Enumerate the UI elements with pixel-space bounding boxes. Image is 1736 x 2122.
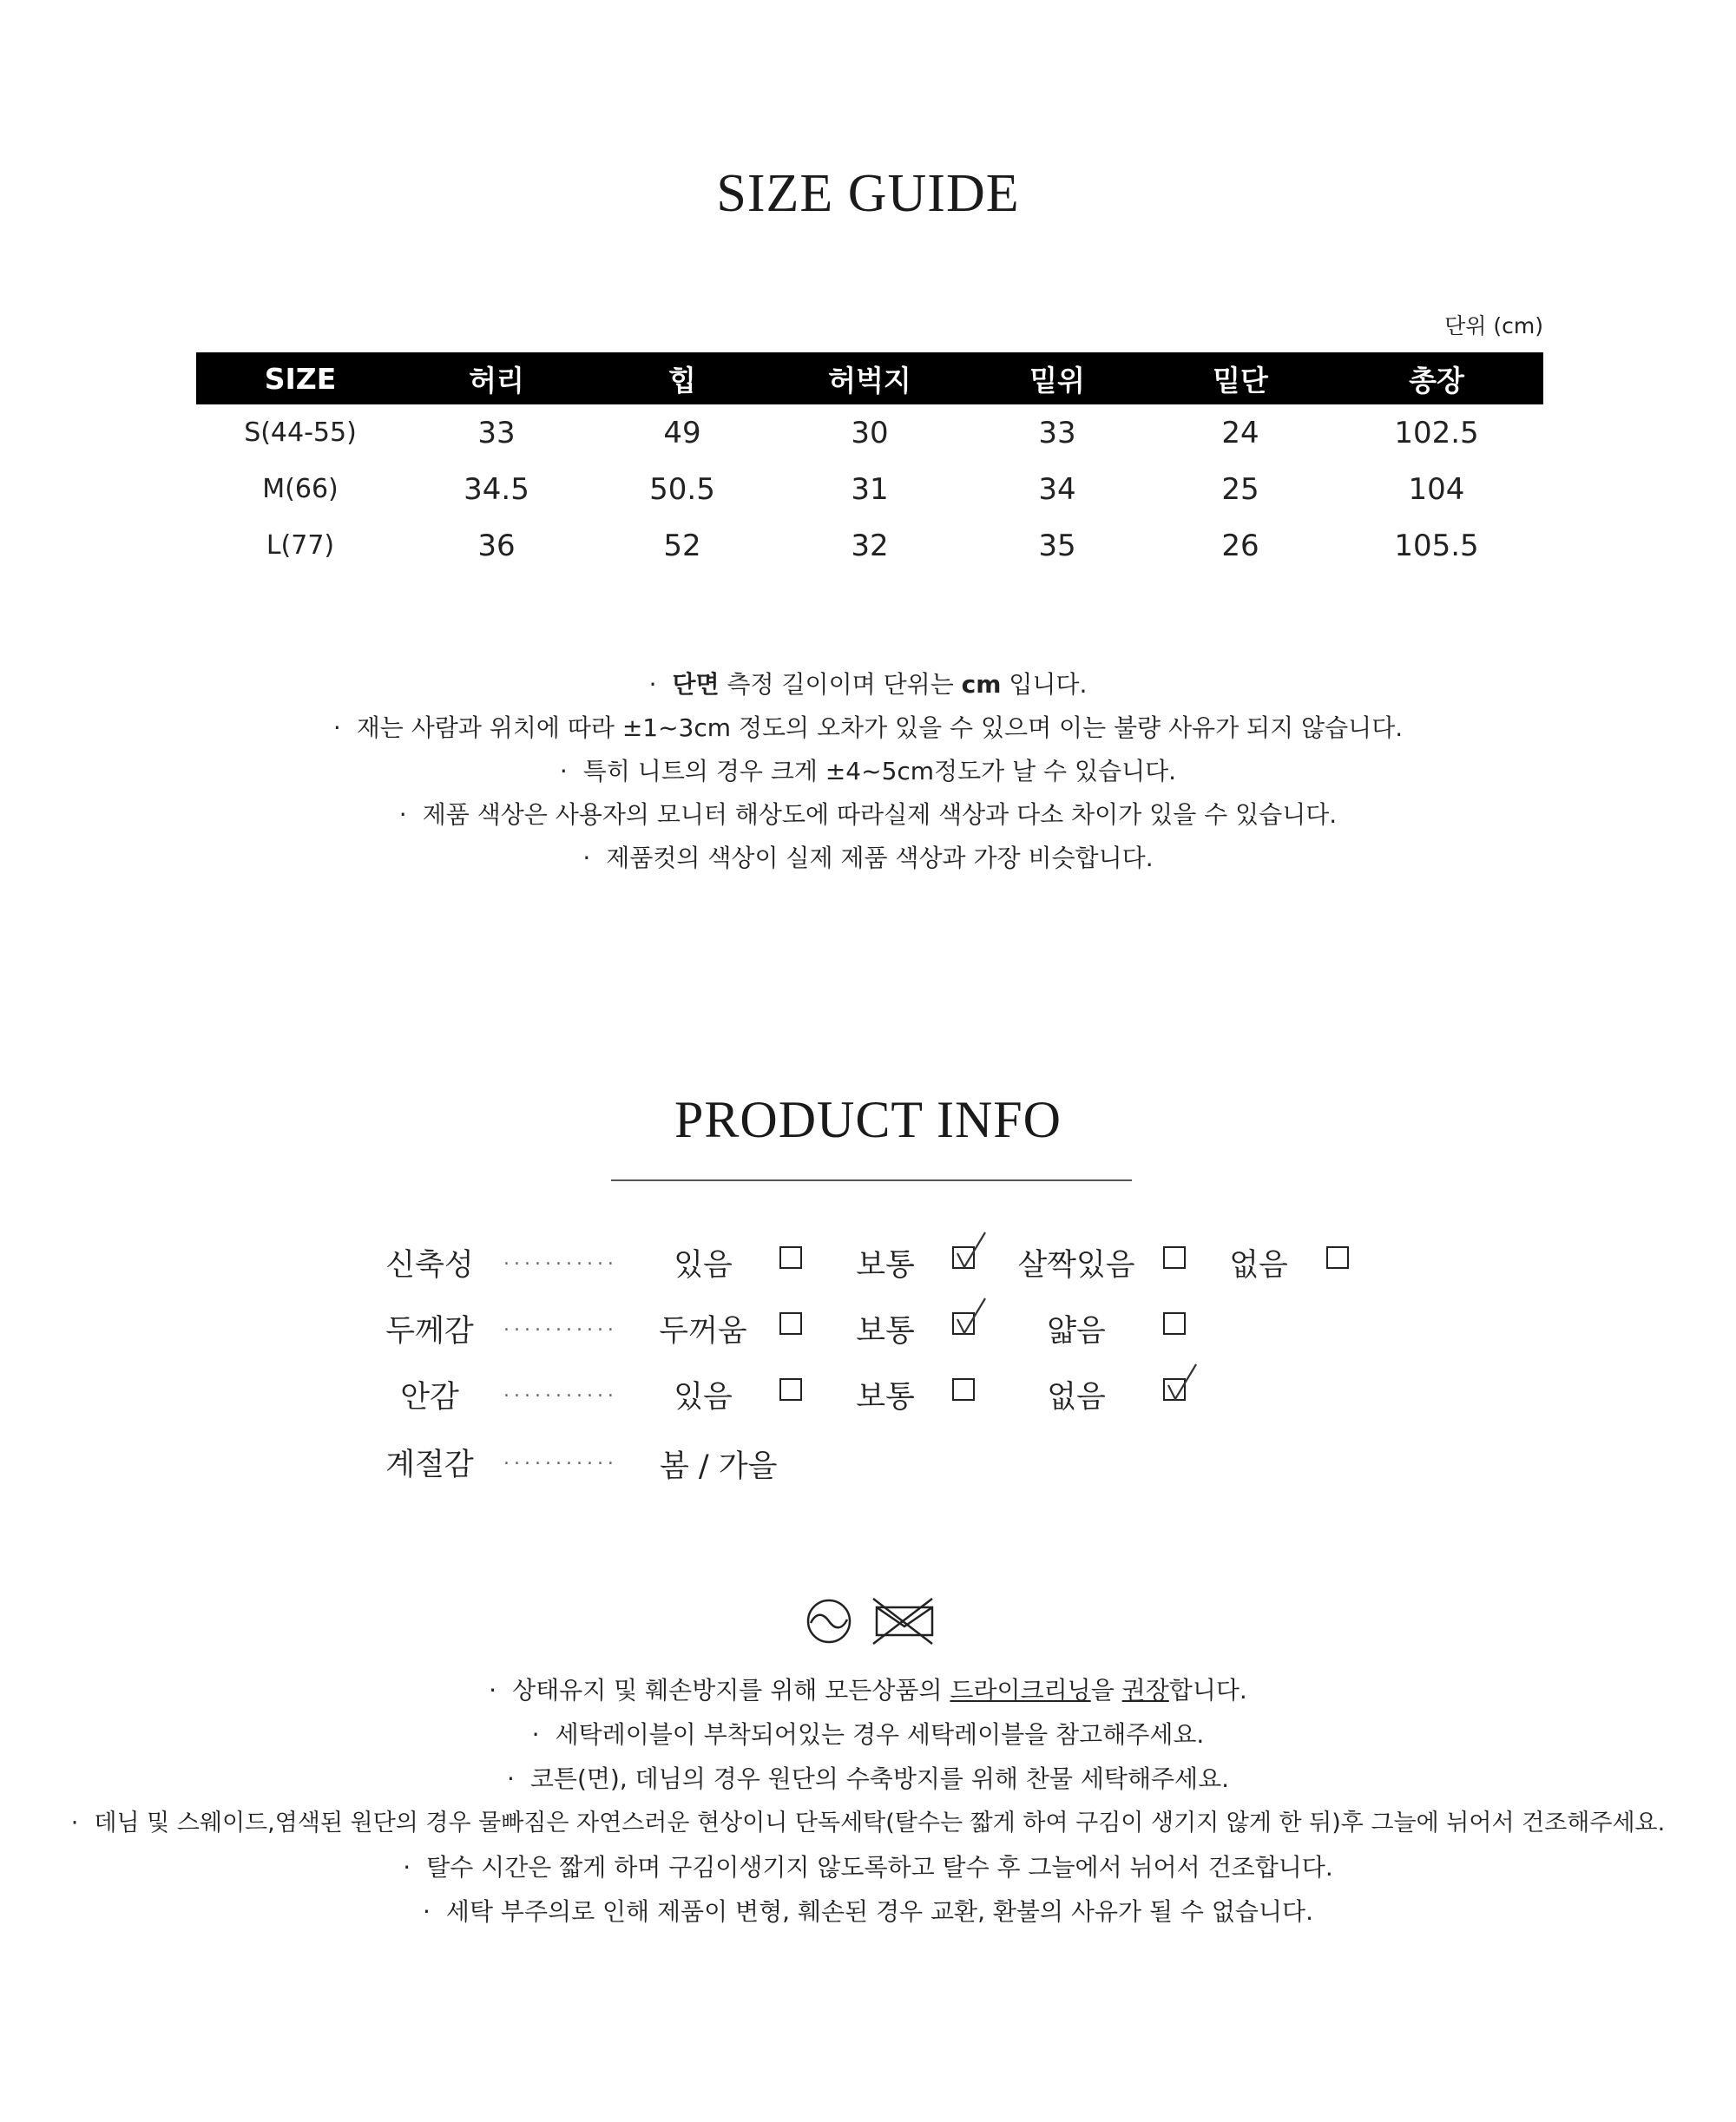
attr-label: 계절감: [385, 1448, 474, 1482]
bullet: ·: [531, 1720, 540, 1749]
size-cell: L(77): [266, 530, 335, 561]
table-cell: 30: [851, 415, 889, 450]
column-header: 총장: [1330, 352, 1543, 404]
care-text: 세탁레이블이 부착되어있는 경우 세탁레이블을 참고해주세요.: [555, 1720, 1205, 1749]
attr-label: 신축성: [385, 1248, 474, 1283]
leader-dots: ...........: [503, 1448, 618, 1469]
column-header: 허리: [404, 352, 589, 404]
column-header: 허벅지: [776, 352, 963, 404]
table-cell: 33: [1038, 415, 1076, 450]
option-label: 있음: [674, 1248, 733, 1283]
checkbox: [952, 1378, 975, 1401]
care-icons: [806, 1595, 936, 1647]
table-cell: 52: [663, 528, 701, 563]
note-item: [0, 706, 1736, 750]
attr-label: 두께감: [385, 1314, 474, 1349]
care-text: 세탁 부주의로 인해 제품이 변형, 훼손된 경우 교환, 환불의 사유가 될 수 없습니다.: [445, 1897, 1313, 1926]
checkbox: [952, 1246, 975, 1269]
table-row: [196, 404, 1543, 461]
table-cell: 104: [1408, 471, 1465, 507]
check-mark-icon: [952, 1231, 987, 1271]
no-dryer-icon: [873, 1599, 932, 1644]
checkbox: [779, 1378, 802, 1401]
note-text: 입니다.: [1001, 670, 1088, 699]
checkbox: [1163, 1378, 1186, 1401]
care-item: [0, 1889, 1736, 1934]
checkbox: [779, 1312, 802, 1335]
care-text: 합니다.: [1168, 1676, 1247, 1705]
size-table: [196, 352, 1543, 574]
checkbox: [1163, 1246, 1186, 1269]
note-text: 특히 니트의 경우 크게 ±4~5cm정도가 날 수 있습니다.: [582, 757, 1177, 785]
care-underline: 권장: [1121, 1676, 1169, 1705]
care-item: [0, 1757, 1736, 1801]
option-label: 두꺼움: [659, 1314, 747, 1349]
size-guide-title: SIZE GUIDE: [716, 164, 1020, 223]
note-text: 제품 색상은 사용자의 모니터 해상도에 따라실제 색상과 다소 차이가 있을 수 있습니다.: [422, 800, 1338, 829]
checkbox: [1163, 1312, 1186, 1335]
option-label: 없음: [1047, 1380, 1106, 1415]
check-mark-icon: [1163, 1363, 1198, 1403]
table-cell: 25: [1221, 471, 1259, 507]
note-item: [0, 663, 1736, 706]
note-item: [0, 750, 1736, 793]
bullet: ·: [332, 713, 341, 742]
column-header: SIZE: [196, 352, 404, 404]
option-label: 있음: [674, 1380, 733, 1415]
table-cell: 105.5: [1394, 528, 1479, 563]
note-bold: 단면: [672, 670, 720, 699]
checkbox: [1326, 1246, 1349, 1269]
note-text: 재는 사람과 위치에 따라 ±1~3cm 정도의 오차가 있을 수 있으며 이는 불량 사유가 되지 않습니다.: [356, 713, 1404, 742]
bullet: ·: [582, 844, 591, 872]
table-row: [196, 461, 1543, 517]
bullet: ·: [506, 1764, 515, 1793]
checkbox: [779, 1246, 802, 1269]
size-cell: S(44-55): [244, 417, 357, 448]
note-unit: cm: [961, 670, 1002, 699]
unit-label: 단위 (cm): [1444, 313, 1543, 338]
attr-row-lining: [0, 1366, 1736, 1418]
option-label: 얇음: [1047, 1314, 1106, 1349]
care-item: [0, 1845, 1736, 1889]
table-cell: 33: [477, 415, 516, 450]
option-label: 살짝있음: [1017, 1248, 1135, 1283]
leader-dots: ...........: [503, 1248, 618, 1270]
note-text: 측정 길이이며 단위는: [719, 670, 962, 699]
bullet: ·: [398, 800, 407, 829]
bullet: ·: [70, 1810, 79, 1836]
note-item: [0, 793, 1736, 837]
care-item: [0, 1668, 1736, 1712]
table-header-row: [196, 352, 1543, 404]
season-value: 봄 / 가을: [660, 1449, 778, 1484]
size-cell: M(66): [262, 474, 339, 504]
table-cell: 26: [1221, 528, 1259, 563]
bullet: ·: [489, 1676, 497, 1705]
measurement-notes: [0, 663, 1736, 880]
note-text: 제품컷의 색상이 실제 제품 색상과 가장 비슷합니다.: [606, 844, 1154, 872]
attr-row-stretch: [0, 1234, 1736, 1286]
table-cell: 49: [663, 415, 701, 450]
care-item: [0, 1801, 1736, 1845]
table-cell: 36: [477, 528, 516, 563]
check-mark-icon: [952, 1297, 987, 1337]
option-label: 보통: [856, 1314, 915, 1349]
note-item: [0, 837, 1736, 880]
checkbox: [952, 1312, 975, 1335]
care-text: 탈수 시간은 짧게 하며 구김이생기지 않도록하고 탈수 후 그늘에서 뉘어서 건조합니다.: [426, 1853, 1333, 1882]
table-cell: 24: [1221, 415, 1259, 450]
attr-row-season: [0, 1434, 1736, 1486]
table-cell: 102.5: [1394, 415, 1479, 450]
table-cell: 32: [851, 528, 889, 563]
care-text: 데님 및 스웨이드,염색된 원단의 경우 물빠짐은 자연스러운 현상이니 단독세탁(탈수는 짧게 하여 구김이 생기지 않게 한 뒤)후 그늘에 뉘어서 건조해주세요.: [94, 1810, 1666, 1836]
table-cell: 34: [1038, 471, 1076, 507]
leader-dots: ...........: [503, 1314, 618, 1336]
care-underline: 드라이크리닝: [950, 1676, 1091, 1705]
care-text: 을: [1090, 1676, 1122, 1705]
bullet: ·: [648, 670, 657, 699]
attr-row-thickness: [0, 1300, 1736, 1352]
care-item: [0, 1712, 1736, 1757]
leader-dots: ...........: [503, 1380, 618, 1402]
care-text: 코튼(면), 데님의 경우 원단의 수축방지를 위해 찬물 세탁해주세요.: [529, 1764, 1230, 1793]
bullet: ·: [403, 1853, 411, 1882]
divider: [611, 1179, 1132, 1181]
table-row: [196, 517, 1543, 574]
option-label: 없음: [1229, 1248, 1288, 1283]
column-header: 힙: [589, 352, 776, 404]
hand-wash-icon: [808, 1600, 850, 1642]
bullet: ·: [423, 1897, 431, 1926]
option-label: 보통: [856, 1380, 915, 1415]
column-header: 밑단: [1151, 352, 1330, 404]
table-cell: 34.5: [464, 471, 529, 507]
product-info-title: PRODUCT INFO: [674, 1091, 1062, 1148]
option-label: 보통: [856, 1248, 915, 1283]
table-cell: 50.5: [649, 471, 715, 507]
care-icons-svg: [806, 1595, 936, 1647]
attr-label: 안감: [400, 1380, 459, 1415]
table-cell: 31: [851, 471, 889, 507]
care-text: 상태유지 및 훼손방지를 위해 모든상품의: [512, 1676, 950, 1705]
column-header: 밑위: [963, 352, 1151, 404]
table-cell: 35: [1038, 528, 1076, 563]
care-notes: [0, 1668, 1736, 1934]
bullet: ·: [559, 757, 568, 785]
